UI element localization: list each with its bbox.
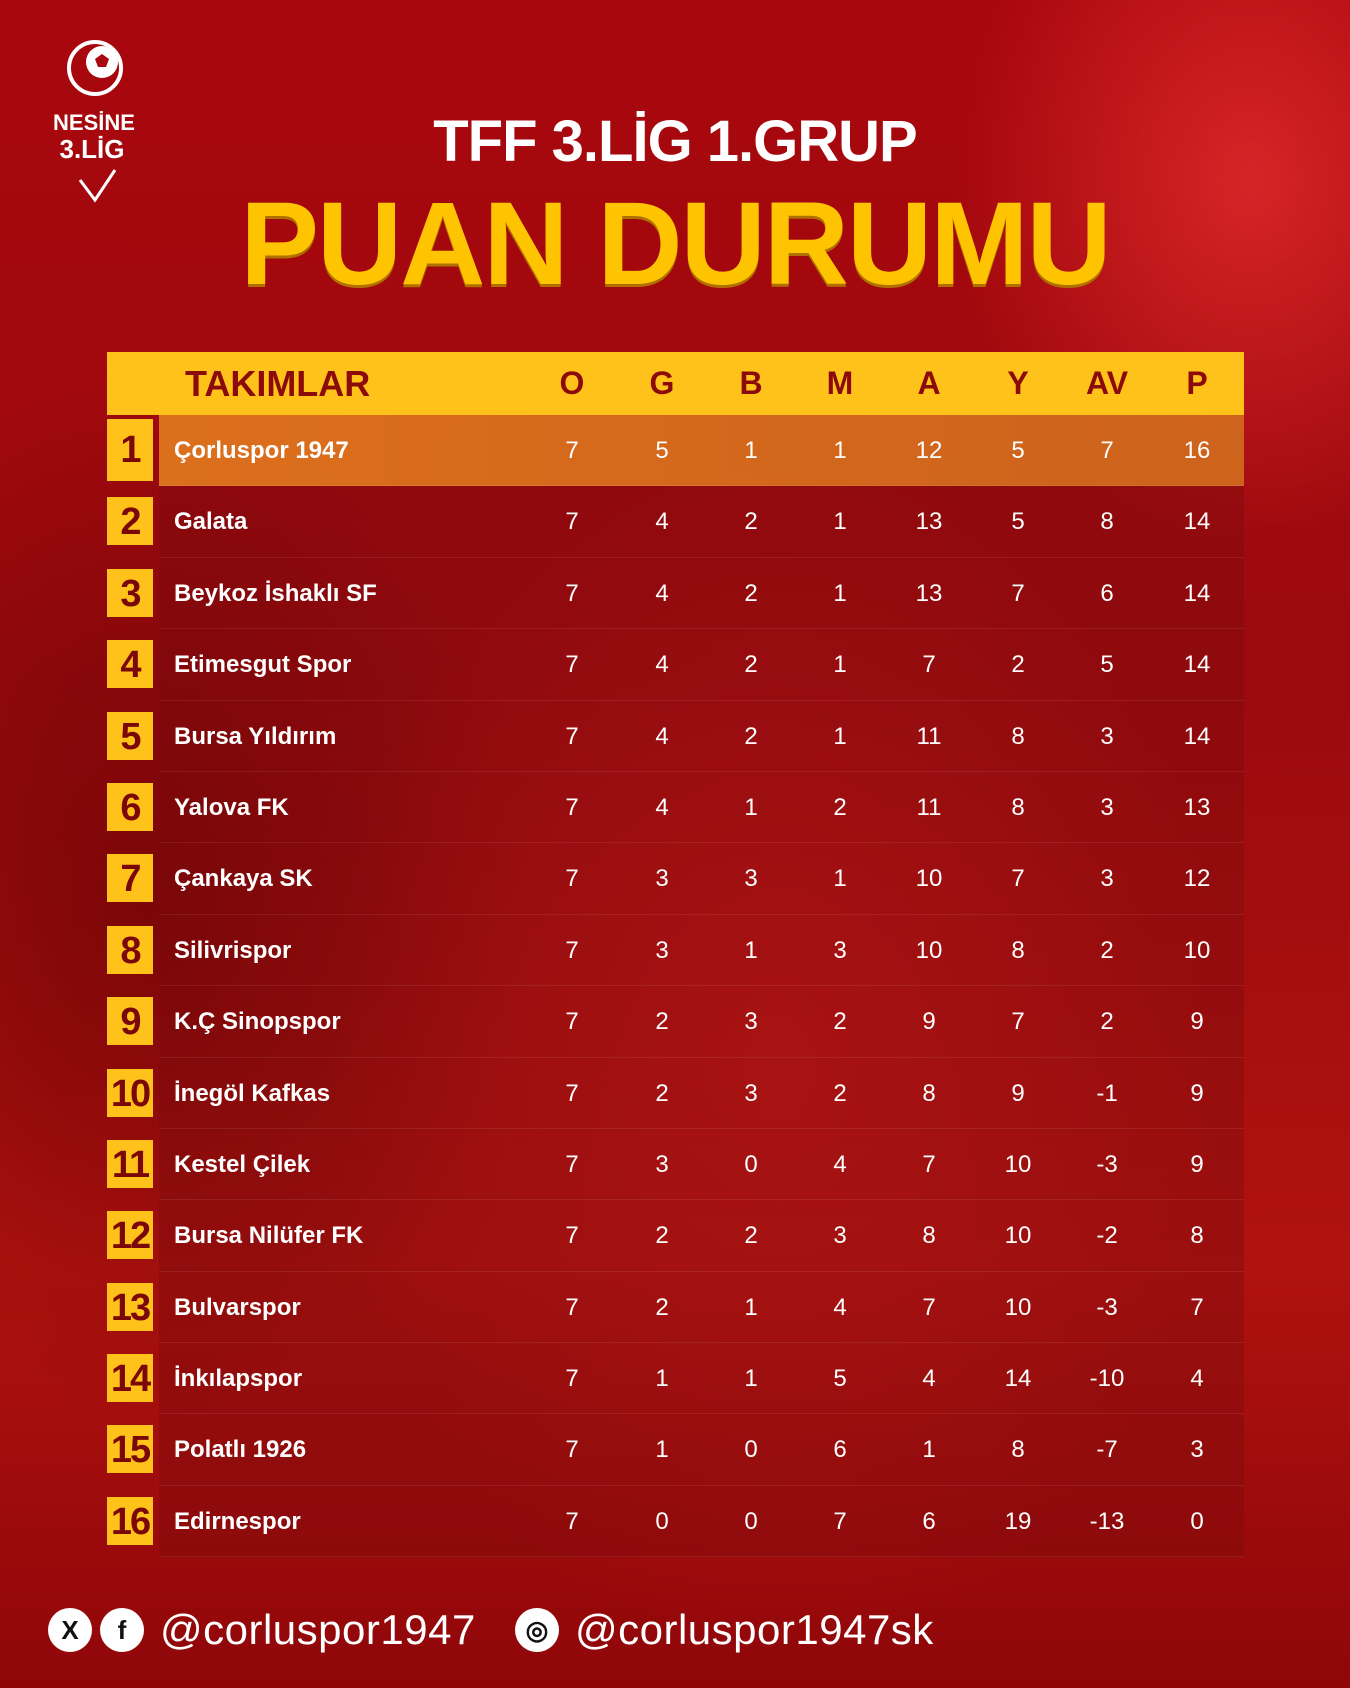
cell-m: 2 bbox=[833, 793, 847, 821]
cell-p: 4 bbox=[1190, 1365, 1204, 1393]
cell-y: 7 bbox=[1011, 579, 1025, 607]
cell-y: 5 bbox=[1011, 437, 1025, 464]
rank-badge: 15 bbox=[107, 1425, 153, 1473]
cell-b: 1 bbox=[744, 936, 758, 964]
cell-o: 7 bbox=[565, 936, 579, 964]
header-g: G bbox=[649, 365, 675, 401]
cell-y: 8 bbox=[1011, 1436, 1025, 1464]
cell-m: 2 bbox=[833, 1008, 847, 1036]
cell-a: 10 bbox=[915, 865, 943, 893]
team-name: Edirnespor bbox=[174, 1507, 301, 1535]
cell-av: 3 bbox=[1100, 793, 1114, 821]
handle-corluspor1947[interactable]: @corluspor1947 bbox=[160, 1606, 476, 1653]
cell-b: 2 bbox=[744, 1222, 758, 1250]
team-name: Bulvarspor bbox=[174, 1293, 301, 1321]
header-av: AV bbox=[1085, 365, 1129, 401]
cell-a: 4 bbox=[922, 1365, 936, 1393]
cell-b: 1 bbox=[744, 1293, 758, 1321]
cell-p: 0 bbox=[1190, 1507, 1204, 1535]
table-row bbox=[107, 701, 1244, 772]
facebook-icon[interactable]: f bbox=[100, 1608, 144, 1652]
cell-a: 6 bbox=[922, 1507, 936, 1535]
cell-av: -10 bbox=[1089, 1365, 1125, 1393]
cell-g: 1 bbox=[655, 1436, 669, 1464]
cell-y: 8 bbox=[1011, 793, 1025, 821]
cell-o: 7 bbox=[565, 1507, 579, 1535]
cell-m: 3 bbox=[833, 1222, 847, 1250]
cell-av: 2 bbox=[1100, 936, 1114, 964]
standings-table bbox=[107, 352, 1244, 1557]
cell-y: 7 bbox=[1011, 865, 1025, 893]
cell-o: 7 bbox=[565, 865, 579, 893]
cell-av: -1 bbox=[1096, 1079, 1118, 1107]
table-row bbox=[107, 915, 1244, 986]
cell-g: 2 bbox=[655, 1008, 669, 1036]
cell-g: 2 bbox=[655, 1293, 669, 1321]
header-b: B bbox=[739, 365, 763, 401]
cell-g: 4 bbox=[655, 579, 669, 607]
cell-a: 13 bbox=[915, 508, 943, 536]
cell-o: 7 bbox=[565, 1436, 579, 1464]
cell-av: 3 bbox=[1100, 722, 1114, 750]
rank-badge: 8 bbox=[107, 926, 153, 974]
table-row bbox=[107, 415, 1244, 486]
cell-p: 8 bbox=[1190, 1222, 1204, 1250]
cell-y: 19 bbox=[1004, 1507, 1032, 1535]
cell-p: 16 bbox=[1183, 437, 1211, 464]
table-row bbox=[107, 1200, 1244, 1271]
cell-p: 9 bbox=[1190, 1008, 1204, 1036]
table-row bbox=[107, 772, 1244, 843]
cell-a: 12 bbox=[915, 437, 943, 464]
team-name: Kestel Çilek bbox=[174, 1150, 311, 1178]
x-icon[interactable]: X bbox=[48, 1608, 92, 1652]
team-name: İnkılapspor bbox=[174, 1365, 303, 1393]
cell-b: 0 bbox=[744, 1507, 758, 1535]
cell-p: 7 bbox=[1190, 1293, 1204, 1321]
cell-av: 6 bbox=[1100, 579, 1114, 607]
cell-p: 3 bbox=[1190, 1436, 1204, 1464]
cell-y: 8 bbox=[1011, 722, 1025, 750]
table-row bbox=[107, 986, 1244, 1057]
cell-y: 14 bbox=[1004, 1365, 1032, 1393]
cell-p: 9 bbox=[1190, 1150, 1204, 1178]
cell-m: 1 bbox=[833, 579, 847, 607]
cell-m: 1 bbox=[833, 508, 847, 536]
cell-o: 7 bbox=[565, 1079, 579, 1107]
title-standings: PUAN DURUMU bbox=[240, 178, 1110, 310]
social-twitter-facebook bbox=[48, 1600, 476, 1660]
team-name: Polatlı 1926 bbox=[174, 1436, 307, 1464]
cell-av: 5 bbox=[1100, 651, 1114, 679]
header-teams: TAKIMLAR bbox=[185, 363, 371, 404]
cell-o: 7 bbox=[565, 651, 579, 679]
cell-m: 1 bbox=[833, 865, 847, 893]
rank-badge: 13 bbox=[107, 1283, 153, 1331]
cell-a: 13 bbox=[915, 579, 943, 607]
logo-text-nesine: NESİNE bbox=[53, 110, 135, 135]
cell-av: -3 bbox=[1096, 1293, 1118, 1321]
cell-g: 5 bbox=[655, 437, 669, 464]
rank-badge: 6 bbox=[107, 783, 153, 831]
cell-g: 3 bbox=[655, 1150, 669, 1178]
cell-g: 1 bbox=[655, 1365, 669, 1393]
cell-a: 11 bbox=[916, 722, 942, 750]
cell-b: 3 bbox=[744, 1079, 758, 1107]
cell-a: 8 bbox=[922, 1222, 936, 1250]
cell-b: 1 bbox=[744, 1365, 758, 1393]
rank-badge: 11 bbox=[107, 1140, 153, 1188]
rank-badge: 16 bbox=[107, 1497, 153, 1545]
table-row bbox=[107, 1414, 1244, 1485]
cell-y: 10 bbox=[1004, 1293, 1032, 1321]
cell-m: 5 bbox=[833, 1365, 847, 1393]
rank-badge: 5 bbox=[107, 712, 153, 760]
cell-a: 10 bbox=[915, 936, 943, 964]
rank-badge: 2 bbox=[107, 497, 153, 545]
cell-g: 3 bbox=[655, 865, 669, 893]
cell-av: -3 bbox=[1096, 1150, 1118, 1178]
rank-badge: 9 bbox=[107, 997, 153, 1045]
cell-m: 1 bbox=[833, 722, 847, 750]
table-row bbox=[107, 1058, 1244, 1129]
cell-o: 7 bbox=[565, 1008, 579, 1036]
table-body bbox=[107, 415, 1244, 1557]
table-row bbox=[107, 558, 1244, 629]
cell-m: 4 bbox=[833, 1293, 847, 1321]
team-name: Bursa Yıldırım bbox=[174, 722, 337, 750]
cell-y: 10 bbox=[1004, 1150, 1032, 1178]
cell-b: 2 bbox=[744, 722, 758, 750]
cell-av: 2 bbox=[1100, 1008, 1114, 1036]
cell-o: 7 bbox=[565, 1222, 579, 1250]
cell-m: 7 bbox=[833, 1507, 847, 1535]
team-name: Silivrispor bbox=[174, 936, 292, 964]
rank-badge: 10 bbox=[107, 1069, 153, 1117]
title-league: TFF 3.LİG 1.GRUP bbox=[433, 109, 917, 174]
cell-y: 8 bbox=[1011, 936, 1025, 964]
cell-b: 3 bbox=[744, 865, 758, 893]
cell-p: 14 bbox=[1183, 508, 1211, 536]
header-y: Y bbox=[1007, 365, 1029, 401]
cell-b: 1 bbox=[744, 793, 758, 821]
cell-g: 3 bbox=[655, 936, 669, 964]
rank-badge: 4 bbox=[107, 640, 153, 688]
logo-text-3lig: 3.LİG bbox=[59, 134, 125, 164]
team-name: Yalova FK bbox=[174, 793, 289, 821]
cell-y: 5 bbox=[1011, 508, 1025, 536]
cell-o: 7 bbox=[565, 508, 579, 536]
cell-o: 7 bbox=[565, 1150, 579, 1178]
cell-p: 9 bbox=[1190, 1079, 1204, 1107]
cell-av: -13 bbox=[1089, 1507, 1125, 1535]
cell-a: 7 bbox=[922, 651, 936, 679]
cell-p: 10 bbox=[1183, 936, 1211, 964]
cell-y: 9 bbox=[1011, 1079, 1025, 1107]
cell-p: 12 bbox=[1183, 865, 1211, 893]
header-p: P bbox=[1186, 365, 1208, 401]
cell-g: 4 bbox=[655, 722, 669, 750]
team-name: Çorluspor 1947 bbox=[174, 437, 349, 464]
rank-badge: 1 bbox=[107, 419, 153, 481]
table-row bbox=[107, 486, 1244, 557]
cell-g: 4 bbox=[655, 793, 669, 821]
table-row bbox=[107, 629, 1244, 700]
cell-o: 7 bbox=[565, 579, 579, 607]
cell-a: 8 bbox=[922, 1079, 936, 1107]
rank-badge: 7 bbox=[107, 854, 153, 902]
team-name: Bursa Nilüfer FK bbox=[174, 1222, 364, 1250]
cell-a: 1 bbox=[922, 1436, 936, 1464]
cell-g: 2 bbox=[655, 1222, 669, 1250]
cell-g: 0 bbox=[655, 1507, 669, 1535]
cell-av: 8 bbox=[1100, 508, 1114, 536]
table-row bbox=[107, 1129, 1244, 1200]
cell-m: 3 bbox=[833, 936, 847, 964]
cell-g: 4 bbox=[655, 508, 669, 536]
cell-o: 7 bbox=[565, 437, 579, 464]
cell-av: 3 bbox=[1100, 865, 1114, 893]
cell-o: 7 bbox=[565, 1365, 579, 1393]
cell-b: 3 bbox=[744, 1008, 758, 1036]
cell-av: -2 bbox=[1096, 1222, 1118, 1250]
cell-a: 9 bbox=[922, 1008, 936, 1036]
team-name: K.Ç Sinopspor bbox=[174, 1008, 341, 1036]
cell-b: 2 bbox=[744, 508, 758, 536]
cell-p: 13 bbox=[1183, 793, 1211, 821]
team-name: Çankaya SK bbox=[174, 865, 313, 893]
cell-a: 7 bbox=[922, 1150, 936, 1178]
instagram-icon[interactable]: ◎ bbox=[515, 1608, 559, 1652]
social-instagram bbox=[515, 1600, 934, 1660]
table-header bbox=[107, 352, 1244, 415]
cell-av: -7 bbox=[1096, 1436, 1118, 1464]
cell-p: 14 bbox=[1183, 579, 1211, 607]
table-row bbox=[107, 1272, 1244, 1343]
cell-p: 14 bbox=[1183, 651, 1211, 679]
cell-av: 7 bbox=[1100, 437, 1114, 464]
cell-o: 7 bbox=[565, 1293, 579, 1321]
table-row bbox=[107, 843, 1244, 914]
team-name: İnegöl Kafkas bbox=[174, 1079, 331, 1107]
rank-badge: 14 bbox=[107, 1354, 153, 1402]
cell-o: 7 bbox=[565, 722, 579, 750]
cell-y: 7 bbox=[1011, 1008, 1025, 1036]
cell-m: 6 bbox=[833, 1436, 847, 1464]
cell-o: 7 bbox=[565, 793, 579, 821]
cell-b: 2 bbox=[744, 651, 758, 679]
cell-y: 10 bbox=[1004, 1222, 1032, 1250]
handle-corluspor1947sk[interactable]: @corluspor1947sk bbox=[575, 1606, 934, 1653]
cell-g: 2 bbox=[655, 1079, 669, 1107]
cell-b: 0 bbox=[744, 1150, 758, 1178]
team-name: Etimesgut Spor bbox=[174, 651, 352, 679]
cell-m: 2 bbox=[833, 1079, 847, 1107]
cell-m: 1 bbox=[833, 651, 847, 679]
cell-b: 0 bbox=[744, 1436, 758, 1464]
cell-a: 7 bbox=[922, 1293, 936, 1321]
header-o: O bbox=[559, 365, 585, 401]
cell-m: 4 bbox=[833, 1150, 847, 1178]
team-name: Galata bbox=[174, 508, 248, 536]
cell-p: 14 bbox=[1183, 722, 1211, 750]
cell-b: 2 bbox=[744, 579, 758, 607]
team-name: Beykoz İshaklı SF bbox=[174, 579, 377, 607]
table-row bbox=[107, 1486, 1244, 1557]
cell-y: 2 bbox=[1011, 651, 1025, 679]
cell-g: 4 bbox=[655, 651, 669, 679]
rank-badge: 3 bbox=[107, 569, 153, 617]
cell-a: 11 bbox=[916, 793, 942, 821]
header-m: M bbox=[826, 365, 854, 401]
rank-badge: 12 bbox=[107, 1211, 153, 1259]
cell-m: 1 bbox=[833, 437, 847, 464]
header-a: A bbox=[917, 365, 941, 401]
table-row bbox=[107, 1343, 1244, 1414]
cell-b: 1 bbox=[744, 437, 758, 464]
